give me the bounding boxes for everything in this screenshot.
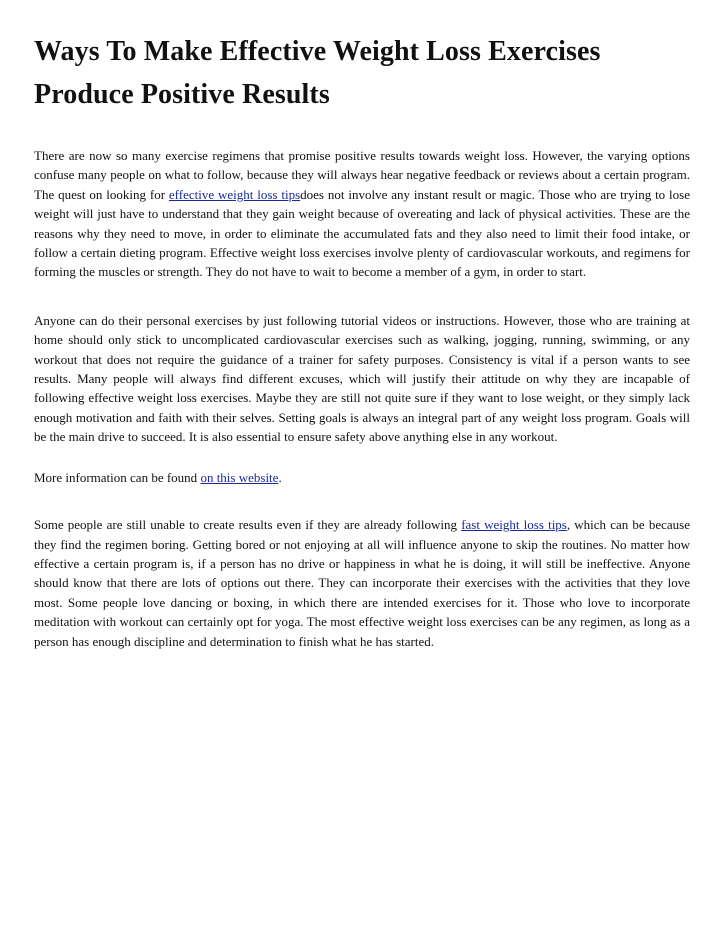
effective-weight-loss-tips-link[interactable]: effective weight loss tips bbox=[168, 186, 301, 202]
paragraph-1-text-start: There are now so many exercise regimens that promise positive results towards weight loss. However, the varying options confuse many people on what to follow, because they will always hear negative feedback or reviews about a certain program. The quest on looking for bbox=[34, 148, 690, 202]
paragraph-2: Anyone can do their personal exercises by just following tutorial videos or instructions. However, those who are training at home should only stick to uncomplicated cardiovascular exercises such as walking, jogging, running, swimming, or any workout that does not require the guidance of a trainer for safety purposes. Consistency is vital if a person wants to see results. Many people will always find different excuses, which will justify their attitude on why they are incapable of following effective weight loss exercises. Maybe they are still not quite sure if they want to lose weight, or they simply lack enough motivation and faith with their selves. Setting goals is always an integral part of any weight loss program. Goals will be the main drive to succeed. It is also essential to ensure safety above anything else in any workout. bbox=[34, 312, 690, 445]
paragraph-3 bbox=[34, 468, 690, 487]
paragraph-1-text-end: does not involve any instant result or magic. Those who are trying to lose weight will just have to understand that they gain weight because of overeating and lack of physical activities. These are the reasons why they need to move, in order to eliminate the accumulated fats and they also need to limit their food intake, or follow a certain dieting program. Effective weight loss exercises involve plenty of cardiovascular workouts, and regimens for forming the muscles or strength. They do not have to wait to become a member of a gym, in order to start. bbox=[34, 186, 690, 280]
paragraph-1 bbox=[34, 146, 690, 282]
paragraph-4 bbox=[34, 515, 690, 651]
paragraph-3-text-end: . bbox=[278, 469, 282, 485]
website-link[interactable]: on this website bbox=[200, 469, 279, 485]
paragraph-4-text-end: , which can be because they find the regimen boring. Getting bored or not enjoying at all will influence anyone to skip the routines. No matter how effective a certain program is, if a person has no drive or happiness in what he is doing, it will still be ineffective. Anyone should know that there are lots of options out there. They can incorporate their exercises with the activities that they love most. Some people love dancing or boxing, in which there are intended exercises for it. Those who love to incorporate meditation with workout can certainly opt for yoga. The most effective weight loss exercises can be any regimen, as long as a person has enough discipline and determination to finish what he has started. bbox=[34, 517, 690, 649]
paragraph-3-text-start: More information can be found bbox=[34, 469, 201, 485]
document-title: Ways To Make Effective Weight Loss Exercises Produce Positive Results bbox=[34, 36, 601, 110]
document-page bbox=[34, 30, 690, 651]
paragraph-4-text-start: Some people are still unable to create results even if they are already following bbox=[34, 517, 462, 533]
fast-weight-loss-tips-link[interactable]: fast weight loss tips bbox=[461, 517, 567, 533]
